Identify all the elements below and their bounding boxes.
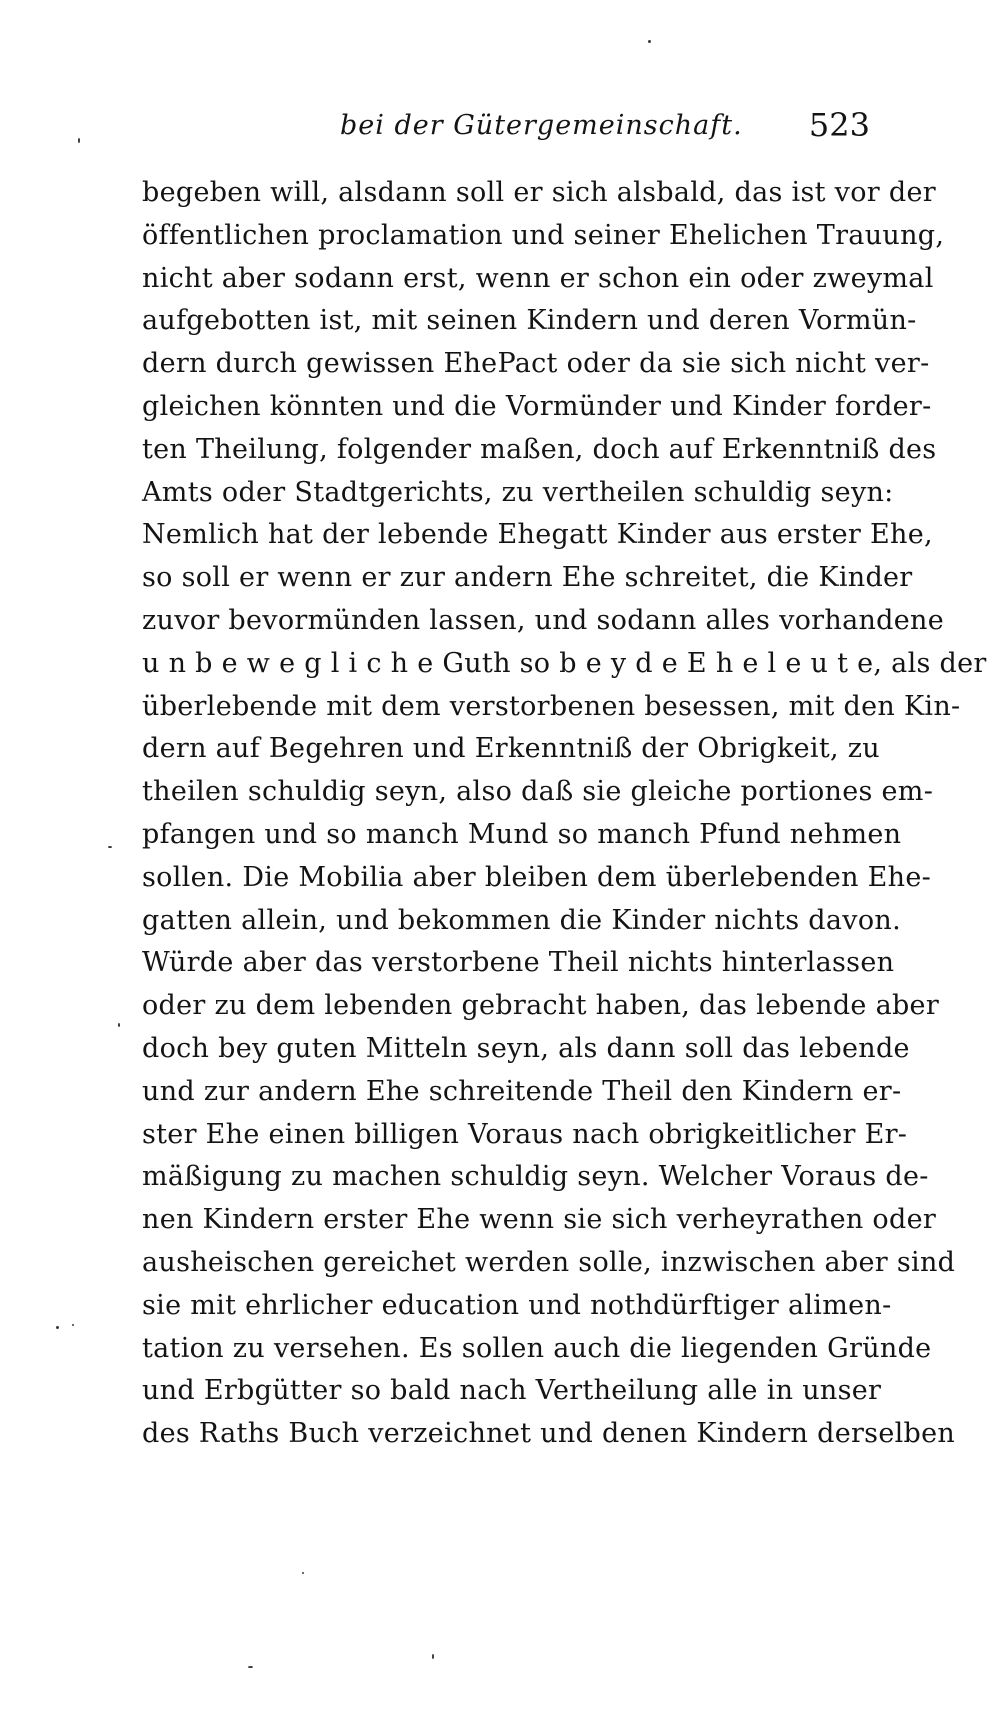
text-line: aufgebotten ist, mit seinen Kindern und deren Vormün- (142, 305, 917, 337)
text-line: tation zu versehen. Es sollen auch die liegenden Gründe (142, 1332, 932, 1364)
text-line: nen Kindern erster Ehe wenn sie sich verheyrathen oder (142, 1204, 937, 1236)
text-line: dern auf Begehren und Erkenntniß der Obrigkeit, zu (142, 733, 881, 765)
text-line: oder zu dem lebenden gebracht haben, das lebende aber (142, 990, 940, 1022)
text-line: dern durch gewissen EhePact oder da sie sich nicht ver- (142, 348, 930, 380)
text-line: so soll er wenn er zur andern Ehe schreitet, die Kinder (142, 562, 913, 594)
text-line: Amts oder Stadtgerichts, zu vertheilen schuldig seyn: (142, 476, 894, 508)
text-line: pfangen und so manch Mund so manch Pfund nehmen (142, 818, 902, 850)
text-line: sollen. Die Mobilia aber bleiben dem überlebenden Ehe- (142, 861, 932, 893)
text-line: gatten allein, und bekommen die Kinder nichts davon. (142, 904, 901, 936)
text-line: ster Ehe einen billigen Voraus nach obrigkeitlicher Er- (142, 1118, 908, 1150)
scan-speck (118, 1023, 120, 1027)
scan-speck (432, 1654, 434, 1659)
scan-speck (108, 846, 112, 848)
scan-speck (648, 40, 651, 43)
scan-speck (72, 1324, 74, 1326)
text-line: öffentlichen proclamation und seiner Ehelichen Trauung, (142, 219, 945, 251)
scan-speck (302, 1572, 304, 1574)
scan-speck (56, 1326, 59, 1329)
text-line: sie mit ehrlicher education und nothdürftiger alimen- (142, 1289, 892, 1321)
text-line: überlebende mit dem verstorbenen besessen, mit den Kin- (142, 690, 961, 722)
text-line: Würde aber das verstorbene Theil nichts hinterlassen (142, 947, 895, 979)
text-line: doch bey guten Mitteln seyn, als dann soll das lebende (142, 1032, 910, 1064)
text-line: mäßigung zu machen schuldig seyn. Welcher Voraus de- (142, 1161, 929, 1193)
text-line: theilen schuldig seyn, also daß sie gleiche portiones em- (142, 776, 934, 808)
text-line: gleichen könnten und die Vormünder und Kinder forder- (142, 390, 932, 422)
text-line: des Raths Buch verzeichnet und denen Kindern derselben (142, 1418, 956, 1450)
text-line: zuvor bevormünden lassen, und sodann alles vorhandene (142, 604, 944, 636)
running-title: bei der Gütergemeinschaft. (340, 110, 743, 141)
text-line: Nemlich hat der lebende Ehegatt Kinder aus erster Ehe, (142, 519, 933, 551)
text-line: ten Theilung, folgender maßen, doch auf Erkenntniß des (142, 433, 937, 465)
scan-speck (78, 138, 80, 143)
text-line: u n b e w e g l i c h e Guth so b e y d e E h e l e u t e, als der (142, 647, 987, 679)
page-number: 523 (808, 106, 870, 144)
scan-speck (248, 1666, 253, 1668)
text-line: begeben will, alsdann soll er sich alsbald, das ist vor der (142, 177, 936, 208)
text-line: und Erbgütter so bald nach Vertheilung alle in unser (142, 1375, 882, 1407)
running-head (140, 106, 870, 150)
text-line: und zur andern Ehe schreitende Theil den Kindern er- (142, 1075, 902, 1107)
body-text (142, 172, 987, 1456)
text-line: ausheischen gereichet werden solle, inzwischen aber sind (142, 1246, 956, 1278)
text-line: nicht aber sodann erst, wenn er schon ein oder zweymal (142, 262, 934, 294)
